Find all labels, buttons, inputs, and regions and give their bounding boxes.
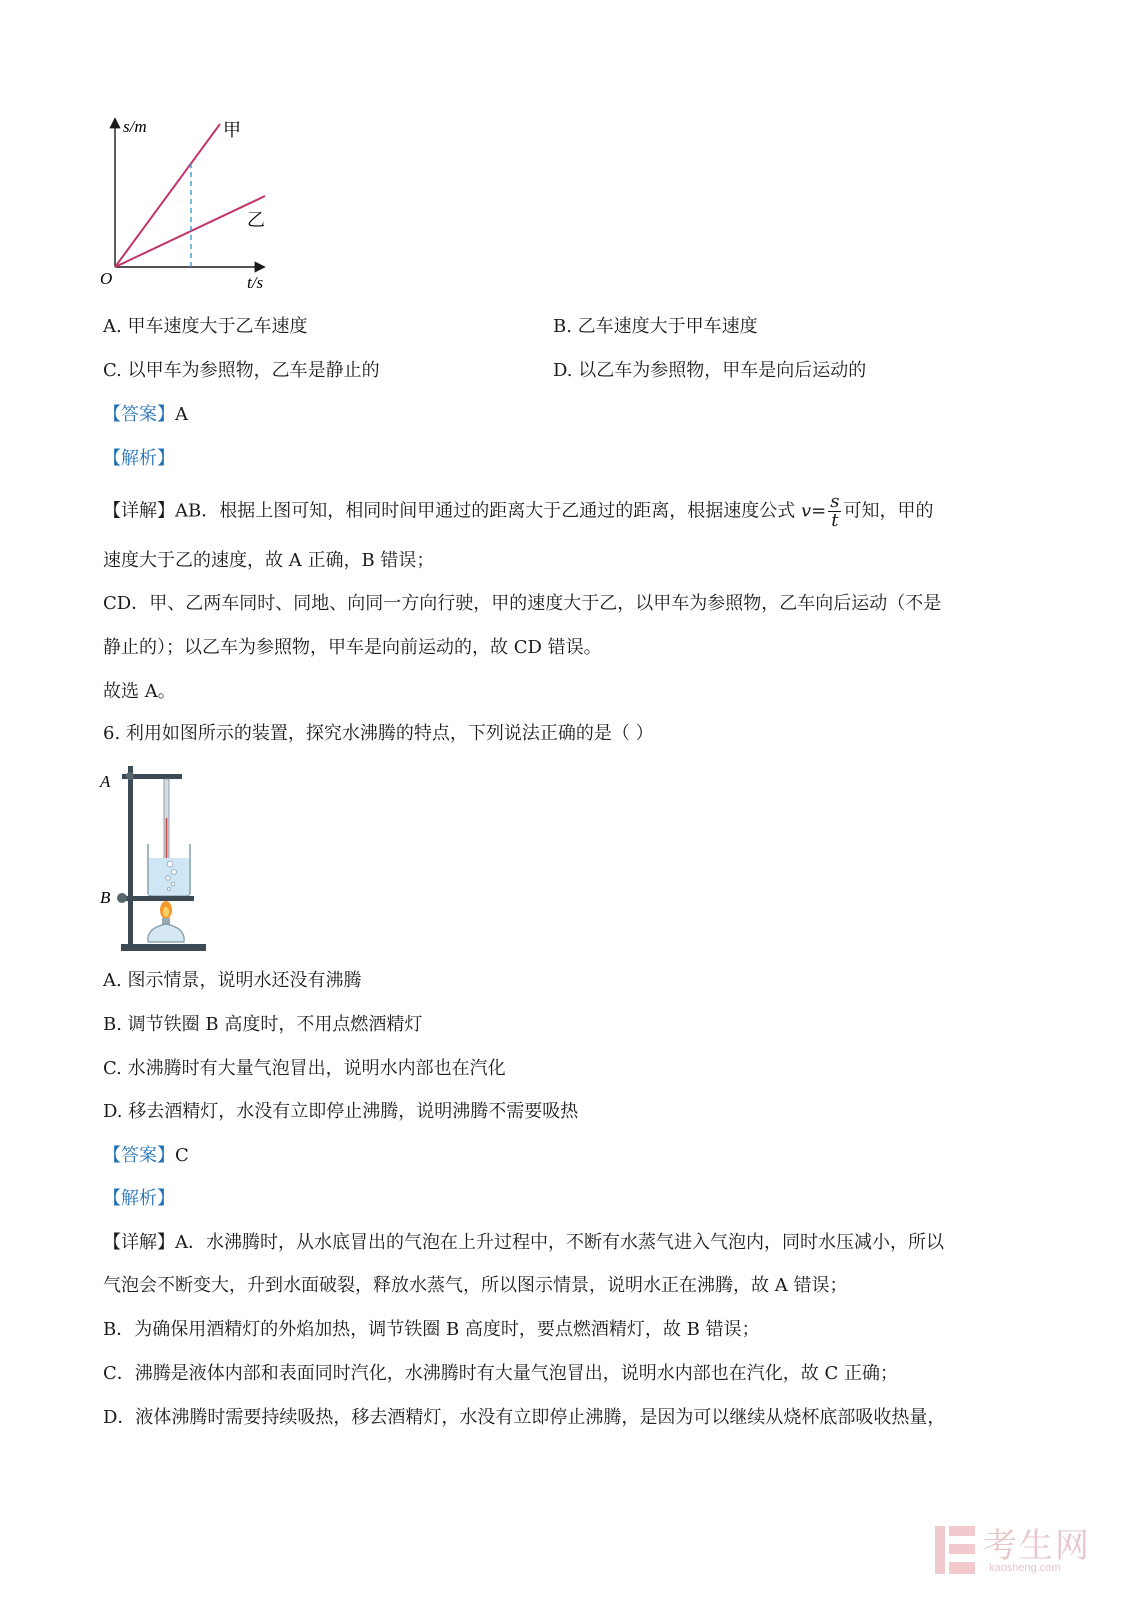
y-axis-label: s/m [123,117,147,136]
fig-label-a: A [100,772,111,791]
stand-base [121,944,206,951]
line-jia [115,124,220,267]
answer-value: A [175,404,188,425]
q6-analysis-tag: 【解析】 [103,1188,175,1209]
detail-text: A．水沸腾时，从水底冒出的气泡在上升过程中，不断有水蒸气进入气泡内，同时水压减小，所以 [175,1232,944,1253]
formula-denominator: t [831,510,839,531]
formula-numerator: s [830,491,840,512]
answer-tag: 【答案】 [103,1145,175,1166]
formula-eq: = [811,500,827,522]
boiling-apparatus [96,758,216,958]
q5-detail-line-2: 速度大于乙的速度，故 A 正确，B 错误； [103,550,435,571]
line-yi [115,196,265,267]
alcohol-lamp [148,924,184,942]
iron-ring-b [122,896,194,901]
q5-conclusion: 故选 A。 [103,681,176,702]
jia-label: 甲 [223,120,241,140]
detail-tag: 【详解】 [103,1232,175,1253]
detail-text: AB．根据上图可知，相同时间甲通过的距离大于乙通过的距离，根据速度公式 [175,500,796,522]
q6-detail-line-4: C．沸腾是液体内部和表面同时汽化，水沸腾时有大量气泡冒出，说明水内部也在汽化，故 C 正确； [103,1363,898,1384]
q6-detail-line-5: D．液体沸腾时需要持续吸热，移去酒精灯，水没有立即停止沸腾，是因为可以继续从烧杯底部吸收热量， [103,1407,946,1428]
origin-label: O [100,269,113,288]
q6-option-c: C. 水沸腾时有大量气泡冒出，说明水内部也在汽化 [103,1058,506,1079]
x-axis-label: t/s [247,273,264,292]
watermark-logo [931,1518,1091,1582]
stand-rod [128,766,133,946]
detail-text-end: 可知，甲的 [843,500,934,522]
q6-detail-line-1 [103,1231,944,1255]
q5-option-c: C. 以甲车为参照物，乙车是静止的 [103,360,380,381]
clamp-a-knob [126,772,134,780]
watermark-url: kaosheng.com [989,1562,1061,1574]
st-graph [95,112,285,297]
ring-b-knob [117,893,127,903]
yi-label: 乙 [247,210,265,230]
q5-detail-line-3: CD．甲、乙两车同时、同地、向同一方向行驶，甲的速度大于乙，以甲车为参照物，乙车向后运动（不是 [103,593,942,614]
q6-option-b: B. 调节铁圈 B 高度时，不用点燃酒精灯 [103,1014,423,1035]
formula-v: v [800,500,812,522]
q5-option-a: A. 甲车速度大于乙车速度 [103,316,308,337]
q5-detail-line-4: 静止的）；以乙车为参照物，甲车是向前运动的，故 CD 错误。 [103,637,602,658]
q6-detail-line-2: 气泡会不断变大，升到水面破裂，释放水蒸气，所以图示情景，说明水正在沸腾，故 A 错误； [103,1275,848,1296]
q5-option-d: D. 以乙车为参照物，甲车是向后运动的 [553,360,867,381]
fig-label-b: B [100,888,111,907]
q6-detail-line-3: B．为确保用酒精灯的外焰加热，调节铁圈 B 高度时，要点燃酒精灯，故 B 错误； [103,1319,760,1340]
q6-stem: 6. 利用如图所示的装置，探究水沸腾的特点，下列说法正确的是（ ） [103,723,654,744]
detail-tag: 【详解】 [103,500,175,522]
watermark-name: 考生网 [983,1527,1091,1565]
answer-value: C [175,1145,189,1166]
answer-tag: 【答案】 [103,404,175,425]
q5-detail-line-1 [103,493,933,530]
q5-analysis-tag: 【解析】 [103,448,175,469]
q6-option-d: D. 移去酒精灯，水没有立即停止沸腾，说明沸腾不需要吸热 [103,1101,579,1122]
q6-answer [103,1144,189,1168]
q6-option-a: A. 图示情景，说明水还没有沸腾 [103,970,362,991]
q5-answer [103,403,188,427]
q5-option-b: B. 乙车速度大于甲车速度 [553,316,758,337]
speed-formula [828,493,841,530]
